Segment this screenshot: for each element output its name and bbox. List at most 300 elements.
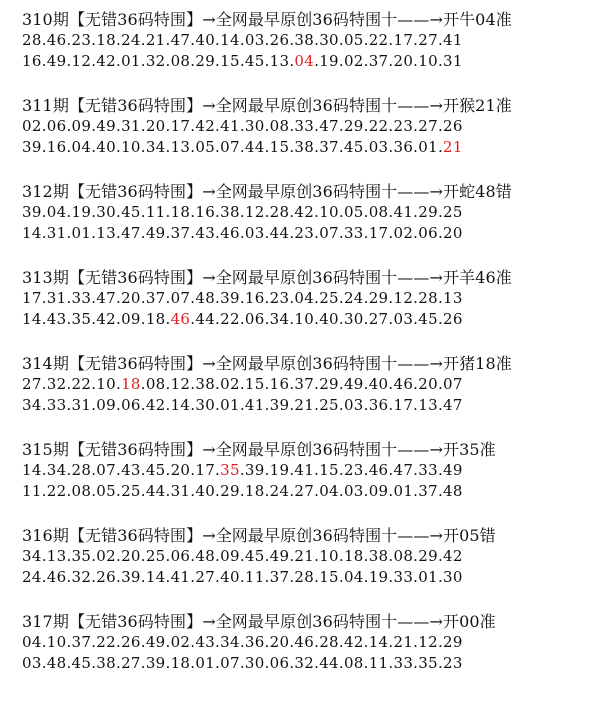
number: 25 <box>319 289 339 307</box>
number: 27 <box>121 654 141 672</box>
number: 46 <box>294 633 315 651</box>
number: 11 <box>145 203 166 221</box>
number: 18 <box>244 482 265 500</box>
number: 17 <box>170 117 191 135</box>
separator: . <box>190 654 196 672</box>
separator: . <box>91 31 97 49</box>
separator: . <box>190 547 196 565</box>
separator: . <box>388 289 394 307</box>
number: 21 <box>294 547 315 565</box>
separator: . <box>239 375 245 393</box>
number: 16 <box>195 203 216 221</box>
separator: . <box>91 482 97 500</box>
separator: . <box>363 568 369 586</box>
number: 22 <box>220 310 240 328</box>
separator: . <box>41 31 47 49</box>
number: 25 <box>319 396 339 414</box>
number: 37 <box>418 482 438 500</box>
separator: . <box>165 482 171 500</box>
separator: . <box>413 461 419 479</box>
number: 46 <box>368 461 389 479</box>
number: 45 <box>244 52 265 70</box>
issue-block <box>22 268 592 330</box>
number: 38 <box>96 654 116 672</box>
number: 22 <box>96 633 116 651</box>
separator: . <box>66 461 72 479</box>
number-row <box>22 116 592 137</box>
separator: . <box>165 310 171 328</box>
separator: . <box>314 31 320 49</box>
separator: . <box>289 31 295 49</box>
number: 02 <box>22 117 42 135</box>
number: 16 <box>244 289 265 307</box>
number: 49 <box>443 461 463 479</box>
number: 30 <box>244 654 265 672</box>
number: 40 <box>195 482 216 500</box>
number: 39 <box>22 203 42 221</box>
number: 30 <box>195 396 216 414</box>
separator: . <box>363 375 369 393</box>
separator: . <box>140 568 146 586</box>
separator: . <box>165 31 171 49</box>
number: 43 <box>121 461 141 479</box>
number-row <box>22 288 592 309</box>
number: 48 <box>46 654 67 672</box>
separator: . <box>91 654 97 672</box>
separator: . <box>363 482 369 500</box>
number: 45 <box>418 310 438 328</box>
number: 01 <box>393 482 414 500</box>
number: 08 <box>71 482 92 500</box>
separator: . <box>41 482 47 500</box>
hit-number: 35 <box>220 461 240 479</box>
separator: . <box>388 52 394 70</box>
number: 15 <box>319 461 339 479</box>
number: 04 <box>343 568 364 586</box>
number: 12 <box>418 633 438 651</box>
number: 37 <box>319 138 339 156</box>
separator: . <box>190 203 196 221</box>
number: 27 <box>368 310 389 328</box>
separator: . <box>388 547 394 565</box>
number: 16 <box>22 52 42 70</box>
separator: . <box>91 117 97 135</box>
hit-number: 46 <box>170 310 191 328</box>
number: 34 <box>22 396 42 414</box>
number: 39 <box>145 654 166 672</box>
number: 28 <box>22 31 42 49</box>
separator: . <box>363 117 369 135</box>
number-row <box>22 395 592 416</box>
separator: . <box>363 289 369 307</box>
number: 20 <box>269 633 290 651</box>
separator: . <box>239 633 245 651</box>
number: 32 <box>46 375 67 393</box>
separator: . <box>338 52 344 70</box>
number: 33 <box>343 224 364 242</box>
separator: . <box>363 310 369 328</box>
number: 06 <box>244 310 265 328</box>
separator: . <box>363 396 369 414</box>
number: 28 <box>294 568 315 586</box>
number: 40 <box>368 375 389 393</box>
separator: . <box>338 633 344 651</box>
number: 09 <box>121 310 141 328</box>
separator: . <box>165 52 171 70</box>
number: 15 <box>220 52 240 70</box>
number: 34 <box>145 138 166 156</box>
number-row <box>22 546 592 567</box>
number: 04 <box>319 482 339 500</box>
separator: . <box>41 52 47 70</box>
issue-list <box>22 10 592 698</box>
separator: . <box>215 568 221 586</box>
number: 14 <box>22 310 42 328</box>
number: 20 <box>443 224 463 242</box>
number: 11 <box>244 568 265 586</box>
separator: . <box>413 203 419 221</box>
number: 31 <box>121 117 141 135</box>
issue-block <box>22 182 592 244</box>
number: 10 <box>319 547 339 565</box>
separator: . <box>190 633 196 651</box>
separator: . <box>314 461 320 479</box>
separator: . <box>388 203 394 221</box>
number: 30 <box>96 203 116 221</box>
separator: . <box>140 117 146 135</box>
number: 09 <box>71 117 92 135</box>
separator: . <box>363 547 369 565</box>
number: 15 <box>269 138 290 156</box>
separator: . <box>289 310 295 328</box>
number: 07 <box>170 289 191 307</box>
separator: . <box>190 224 196 242</box>
separator: . <box>66 654 72 672</box>
number: 49 <box>145 633 166 651</box>
number: 44 <box>244 138 265 156</box>
separator: . <box>66 568 72 586</box>
number: 07 <box>220 138 240 156</box>
separator: . <box>239 461 245 479</box>
number: 33 <box>418 461 438 479</box>
issue-block <box>22 354 592 416</box>
number: 20 <box>418 375 438 393</box>
separator: . <box>437 654 444 672</box>
separator: . <box>413 482 419 500</box>
separator: . <box>289 568 295 586</box>
number: 26 <box>443 310 463 328</box>
number: 08 <box>170 52 191 70</box>
number-row <box>22 567 592 588</box>
number: 23 <box>443 654 463 672</box>
number: 13 <box>170 138 191 156</box>
separator: . <box>140 375 146 393</box>
number: 13 <box>96 224 116 242</box>
number: 34 <box>22 547 42 565</box>
number: 35 <box>418 654 438 672</box>
issue-title: 315期【无错36码特围】→全网最早原创36码特围十——→开35准 <box>22 440 496 459</box>
separator: . <box>289 461 295 479</box>
separator: . <box>41 117 47 135</box>
separator: . <box>115 289 122 307</box>
number: 25 <box>443 203 463 221</box>
number: 28 <box>319 633 339 651</box>
separator: . <box>140 633 146 651</box>
number: 20 <box>121 547 141 565</box>
number: 24 <box>22 568 42 586</box>
number: 08 <box>368 203 389 221</box>
number: 03 <box>393 310 414 328</box>
separator: . <box>140 396 146 414</box>
separator: . <box>264 52 270 70</box>
separator: . <box>388 396 394 414</box>
number: 23 <box>71 31 92 49</box>
number: 41 <box>393 203 414 221</box>
number: 44 <box>195 310 216 328</box>
number: 33 <box>71 289 92 307</box>
number: 06 <box>269 654 290 672</box>
number: 14 <box>220 31 240 49</box>
number: 13 <box>269 52 290 70</box>
number: 42 <box>195 117 216 135</box>
number-row <box>22 653 592 674</box>
separator: . <box>314 224 320 242</box>
number: 27 <box>418 117 438 135</box>
separator: . <box>264 654 270 672</box>
number: 06 <box>121 396 141 414</box>
number: 36 <box>244 633 265 651</box>
separator: . <box>289 375 295 393</box>
number: 41 <box>443 31 463 49</box>
separator: . <box>437 461 444 479</box>
number: 40 <box>319 310 339 328</box>
number: 02 <box>170 633 191 651</box>
separator: . <box>215 138 221 156</box>
separator: . <box>289 289 295 307</box>
number: 27 <box>22 375 42 393</box>
separator: . <box>140 547 146 565</box>
issue-title: 317期【无错36码特围】→全网最早原创36码特围十——→开00准 <box>22 612 496 631</box>
separator: . <box>215 52 221 70</box>
number: 17 <box>195 461 216 479</box>
separator: . <box>314 482 320 500</box>
separator: . <box>264 31 270 49</box>
separator: . <box>165 117 171 135</box>
separator: . <box>140 203 146 221</box>
separator: . <box>289 633 295 651</box>
number: 10 <box>418 52 438 70</box>
separator: . <box>338 138 344 156</box>
number: 45 <box>121 203 141 221</box>
separator: . <box>66 289 72 307</box>
separator: . <box>289 203 295 221</box>
number: 30 <box>244 117 265 135</box>
number: 33 <box>393 654 414 672</box>
issue-title: 316期【无错36码特围】→全网最早原创36码特围十——→开05错 <box>22 526 496 545</box>
number: 02 <box>220 375 240 393</box>
separator: . <box>66 52 72 70</box>
number: 27 <box>418 31 438 49</box>
number: 25 <box>145 547 166 565</box>
number: 24 <box>343 289 364 307</box>
number: 01 <box>418 568 438 586</box>
separator: . <box>66 396 72 414</box>
separator: . <box>289 224 295 242</box>
number: 45 <box>145 461 166 479</box>
separator: . <box>264 203 270 221</box>
separator: . <box>41 375 47 393</box>
separator: . <box>239 117 245 135</box>
number: 26 <box>443 117 463 135</box>
separator: . <box>239 52 245 70</box>
separator: . <box>115 568 122 586</box>
number: 31 <box>443 52 463 70</box>
separator: . <box>239 203 245 221</box>
separator: . <box>91 203 97 221</box>
number: 48 <box>195 289 216 307</box>
separator: . <box>66 138 72 156</box>
separator: . <box>437 568 444 586</box>
number: 42 <box>443 547 463 565</box>
number-row <box>22 632 592 653</box>
separator: . <box>314 310 320 328</box>
number: 13 <box>418 396 438 414</box>
separator: . <box>91 375 97 393</box>
separator: . <box>338 396 344 414</box>
number: 04 <box>294 289 315 307</box>
separator: . <box>215 547 221 565</box>
number: 38 <box>195 375 216 393</box>
separator: . <box>338 31 344 49</box>
separator: . <box>190 289 196 307</box>
separator: . <box>338 461 344 479</box>
separator: . <box>190 310 196 328</box>
number: 38 <box>294 138 315 156</box>
number: 42 <box>343 633 364 651</box>
separator: . <box>140 654 146 672</box>
separator: . <box>140 289 146 307</box>
number: 05 <box>96 482 116 500</box>
separator: . <box>314 117 320 135</box>
separator: . <box>413 396 419 414</box>
number: 05 <box>195 138 216 156</box>
separator: . <box>215 203 221 221</box>
separator: . <box>190 31 196 49</box>
separator: . <box>264 289 270 307</box>
number: 17 <box>368 224 389 242</box>
separator: . <box>314 547 320 565</box>
number: 10 <box>121 138 141 156</box>
separator: . <box>437 52 444 70</box>
separator: . <box>215 461 221 479</box>
separator: . <box>264 117 270 135</box>
separator: . <box>41 138 47 156</box>
separator: . <box>314 203 320 221</box>
separator: . <box>338 117 344 135</box>
number: 43 <box>195 633 216 651</box>
number: 42 <box>96 310 116 328</box>
separator: . <box>66 203 72 221</box>
separator: . <box>388 31 394 49</box>
number: 29 <box>220 482 240 500</box>
separator: . <box>165 547 171 565</box>
separator: . <box>66 547 72 565</box>
separator: . <box>215 375 221 393</box>
number: 37 <box>170 224 191 242</box>
number: 49 <box>145 224 166 242</box>
separator: . <box>140 31 146 49</box>
number-row <box>22 202 592 223</box>
separator: . <box>314 375 320 393</box>
number: 15 <box>244 375 265 393</box>
number: 03 <box>22 654 42 672</box>
separator: . <box>91 224 97 242</box>
number: 49 <box>343 375 364 393</box>
number: 33 <box>294 117 315 135</box>
number-row <box>22 30 592 51</box>
separator: . <box>413 117 419 135</box>
number: 37 <box>294 375 315 393</box>
separator: . <box>165 375 171 393</box>
number: 41 <box>244 396 265 414</box>
separator: . <box>363 633 369 651</box>
issue-title: 310期【无错36码特围】→全网最早原创36码特围十——→开牛04准 <box>22 10 512 29</box>
separator: . <box>91 633 97 651</box>
separator: . <box>115 396 122 414</box>
number: 18 <box>170 203 191 221</box>
number: 15 <box>319 568 339 586</box>
separator: . <box>437 482 444 500</box>
separator: . <box>66 633 72 651</box>
separator: . <box>190 482 196 500</box>
number: 39 <box>244 461 265 479</box>
issue-block <box>22 10 592 72</box>
number: 24 <box>121 31 141 49</box>
separator: . <box>165 203 171 221</box>
number: 02 <box>96 547 116 565</box>
hit-number: 18 <box>121 375 141 393</box>
separator: . <box>338 482 344 500</box>
number: 38 <box>294 31 315 49</box>
separator: . <box>165 654 171 672</box>
separator: . <box>264 568 270 586</box>
number: 45 <box>343 138 364 156</box>
number: 47 <box>319 117 339 135</box>
separator: . <box>338 568 344 586</box>
separator: . <box>264 633 270 651</box>
number: 09 <box>368 482 389 500</box>
number: 29 <box>319 375 339 393</box>
number: 37 <box>269 568 290 586</box>
separator: . <box>165 138 171 156</box>
separator: . <box>437 31 444 49</box>
number: 20 <box>170 461 191 479</box>
separator: . <box>140 461 146 479</box>
number: 29 <box>368 289 389 307</box>
number: 21 <box>393 633 414 651</box>
number: 38 <box>220 203 240 221</box>
number-row <box>22 51 592 72</box>
number: 08 <box>145 375 166 393</box>
separator: . <box>41 568 47 586</box>
separator: . <box>289 117 295 135</box>
separator: . <box>239 31 245 49</box>
number: 45 <box>244 547 265 565</box>
separator: . <box>264 482 270 500</box>
issue-title: 311期【无错36码特围】→全网最早原创36码特围十——→开猴21准 <box>22 96 512 115</box>
number: 29 <box>195 52 216 70</box>
number: 39 <box>220 289 240 307</box>
